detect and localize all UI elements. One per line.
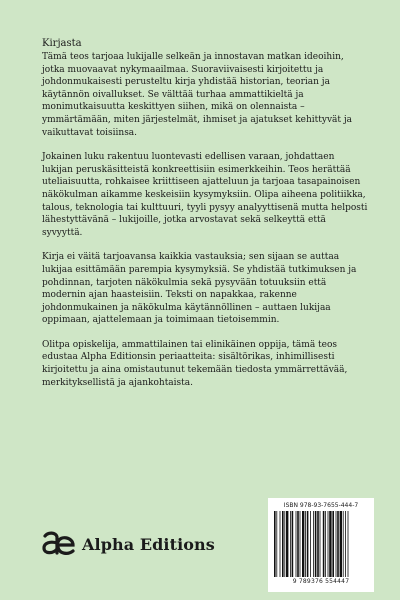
description-paragraph-4: Olitpa opiskelija, ammattilainen tai elinikäinen oppija, tämä teos edustaa Alpha Editionsin periaatteita: sisältörikas, inhimillisesti kirjoitettu ja aina omistautunut tekemään tiedosta ymmärrettävää, merkityksellistä ja ajankohtaista. [42, 339, 348, 388]
ae-ligature-logo-icon [40, 529, 76, 559]
barcode-digits: 9 789376 554447 [292, 578, 350, 585]
isbn-label: ISBN 978-93-7655-444-7 [283, 502, 359, 509]
description-paragraph-1: Tämä teos tarjoaa lukijalle selkeän ja innostavan matkan ideoihin, jotka muovaavat nykymaailmaa. Suoraviivaisesti kirjoitettu ja johdonmukaisesti perusteltu kirja yhdistää historian, teorian ja käytännön oivallukset. Se välttää turhaa ammattikieltä ja monimutkaisuutta keskittyen siihen, mikä on olennaista – ymmärtämään, miten järjestelmät, ihmiset ja ajatukset kehittyvät ja vaikuttavat toisiinsa. [42, 52, 353, 138]
description-paragraph-2: Jokainen luku rakentuu luontevasti edellisen varaan, johdattaen lukijan peruskäsitteistä konkreettisiin esimerkkeihin. Teos herättää uteliaisuutta, rohkaisee kriittiseen ajatteluun ja tarjoaa tasapainoisen näkökulman aikamme keskeisiin kysymyksiin. Olipa aiheena politiikka, talous, teknologia tai kulttuuri, tyyli pysyy analyyttisenä mutta helposti lähestyttävänä – lukijoille, jotka arvostavat sekä selkeyttä että syvyyttä. [42, 152, 368, 238]
description-paragraph-3: Kirja ei väitä tarjoavansa kaikkia vastauksia; sen sijaan se auttaa lukijaa esittämään parempia kysymyksiä. Se yhdistää tutkimuksen ja pohdinnan, tarjoten näkökulmia sekä pysyvään totuuksiin että modernin ajan haasteisiin. Teksti on napakkaa, rakenne johdonmukainen ja näkökulma käytännöllinen – auttaen lukijaa oppimaan, ajattelemaan ja toimimaan tietoisemmin. [42, 252, 357, 326]
description-block [42, 38, 368, 401]
publisher-branding [40, 529, 215, 559]
barcode-icon [272, 511, 370, 577]
barcode-panel [268, 498, 374, 592]
section-heading: Kirjasta [42, 38, 82, 49]
publisher-name: Alpha Editions [82, 534, 215, 554]
